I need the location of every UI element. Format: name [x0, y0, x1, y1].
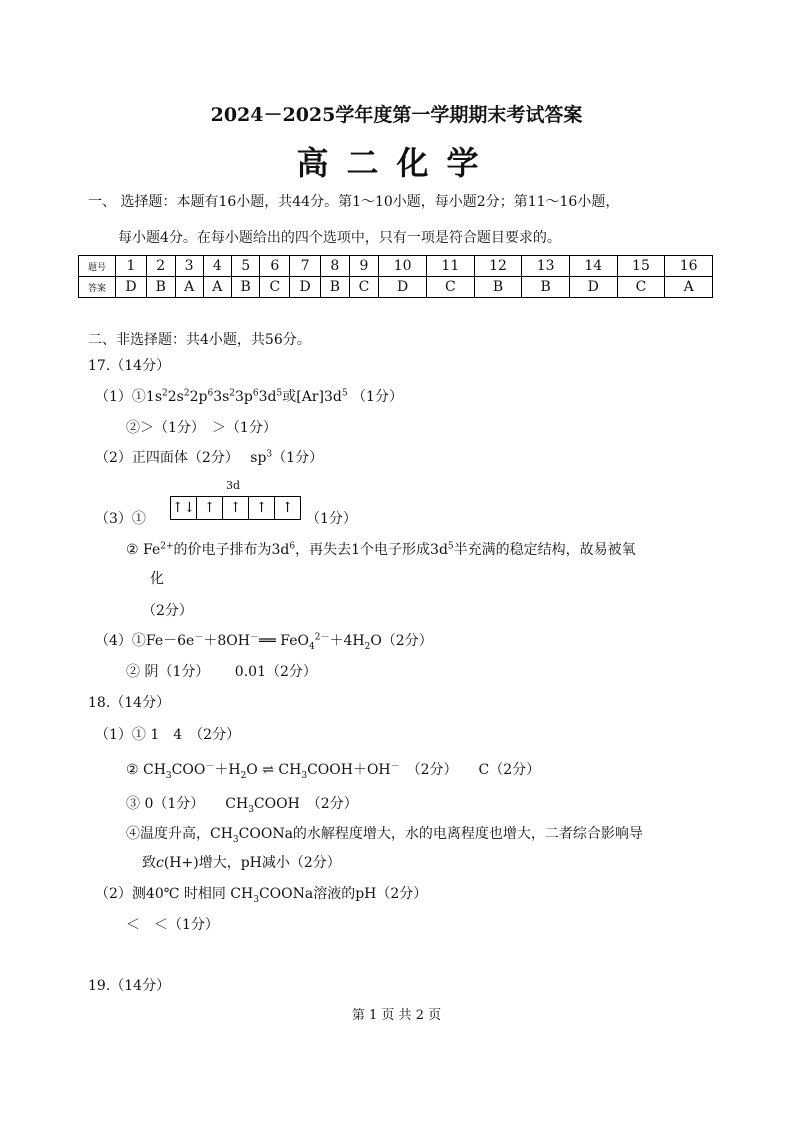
- question-number: 5: [231, 256, 260, 277]
- section1-instructions-line2: 每小题4分。在每小题给出的四个选项中，只有一项是符合题目要求的。: [118, 230, 561, 246]
- answer-cell: D: [569, 277, 617, 298]
- orbital-box: ↑: [223, 497, 249, 519]
- q17-part1-answer1: $(1)①1s^22s^22p^63s^23p^63d^5$或$[Ar]3d^5$ （1分）: [95, 388, 403, 405]
- answer-cell: B: [231, 277, 260, 298]
- row-header-answer: 答案: [79, 277, 116, 298]
- question-number: 4: [203, 256, 231, 277]
- answer-table: [78, 255, 713, 298]
- answer-cell: D: [379, 277, 427, 298]
- section2-heading: 二、非选择题：共4小题，共56分。: [88, 332, 311, 348]
- section1-instructions-line1: 一、 选择题：本题有16小题，共44分。第1～10小题，每小题2分；第11～16小题，: [88, 194, 620, 210]
- question-number: 3: [175, 256, 203, 277]
- q17-part4-equation: （4）①Fe－6e－＋8OH－══ $FeO_4^{2-}+4H_2O(2$分）: [95, 632, 433, 652]
- orbital-box: ↑↓: [171, 497, 197, 519]
- answer-cell: C: [349, 277, 379, 298]
- orbital-box: ↑: [249, 497, 275, 519]
- answer-cell: C: [427, 277, 475, 298]
- question-number: 11: [427, 256, 475, 277]
- answer-cell: D: [290, 277, 321, 298]
- question-number: 15: [617, 256, 665, 277]
- answer-cell: B: [474, 277, 522, 298]
- page-footer: 第 1 页 共 2 页: [351, 1008, 442, 1023]
- q17-part3-explanation: ② $Fe^{2+}$的价电子排布为$3d^6$，再失去1个电子形成$3d^5$半充满的稳定结构，故易被氧: [126, 541, 636, 558]
- orbital-diagram: [170, 496, 301, 520]
- row-header-number: 题号: [79, 256, 116, 277]
- table-row-answers: [79, 277, 713, 298]
- question-number: 7: [290, 256, 321, 277]
- question-number: 6: [260, 256, 290, 277]
- q18-part1-answer1: （1）① 1 4 （2分）: [95, 727, 241, 743]
- q17-part3-score: （1分）: [306, 511, 357, 527]
- document-title: 2024－2025学年度第一学期期末考试答案: [210, 104, 583, 126]
- answer-cell: C: [260, 277, 290, 298]
- table-row-numbers: [79, 256, 713, 277]
- q17-heading: 17.（14分）: [88, 358, 171, 374]
- question-number: 14: [569, 256, 617, 277]
- q18-heading: 18.（14分）: [88, 695, 171, 711]
- q17-part1-answer2: ②＞（1分） ＞（1分）: [126, 420, 277, 436]
- orbital-box: ↑: [281, 500, 294, 516]
- q18-part1-answer2: ② $CH_3COO^-+H_2O$ ⇌ $CH_3COOH+OH^-$ （2分） C（2分）: [126, 761, 541, 781]
- question-number: 10: [379, 256, 427, 277]
- question-number: 16: [665, 256, 713, 277]
- question-number: 2: [146, 256, 175, 277]
- answer-cell: A: [665, 277, 713, 298]
- q18-part2-answer: （2）测40℃ 时相同 $CH_3COONa$溶液的pH（2分）: [95, 886, 428, 905]
- q19-heading: 19.（14分）: [88, 978, 171, 994]
- q17-part3-label: （3）①: [95, 511, 146, 527]
- question-number: 9: [349, 256, 379, 277]
- answer-cell: C: [617, 277, 665, 298]
- orbital-label: 3d: [226, 479, 241, 492]
- q18-part1-answer4-cont: 致c(H+)增大，pH减小（2分）: [142, 855, 341, 871]
- q18-part1-answer3: ③ 0（1分） $CH_3COOH$ （2分）: [126, 796, 358, 815]
- answer-cell: D: [116, 277, 147, 298]
- q17-part4-answer2: ② 阴（1分） 0.01（2分）: [126, 664, 317, 680]
- question-number: 8: [321, 256, 350, 277]
- subject-title: 高二化学: [296, 144, 497, 182]
- q18-part2-answer2: ＜ ＜（1分）: [126, 917, 219, 933]
- q17-part3-explanation-score: （2分）: [142, 603, 193, 619]
- orbital-box: ↑: [197, 497, 223, 519]
- question-number: 13: [522, 256, 570, 277]
- q17-part2-answer: （2）正四面体（2分） $sp^3(1$分）: [95, 449, 324, 466]
- answer-cell: A: [203, 277, 231, 298]
- question-number: 1: [116, 256, 147, 277]
- question-number: 12: [474, 256, 522, 277]
- answer-cell: B: [522, 277, 570, 298]
- q18-part1-answer4: ④温度升高，$CH_3COONa$的水解程度增大，水的电离程度也增大，二者综合影响导: [126, 826, 643, 845]
- answer-cell: B: [146, 277, 175, 298]
- answer-cell: A: [175, 277, 203, 298]
- answer-cell: B: [321, 277, 350, 298]
- q17-part3-explanation-cont: 化: [150, 571, 164, 587]
